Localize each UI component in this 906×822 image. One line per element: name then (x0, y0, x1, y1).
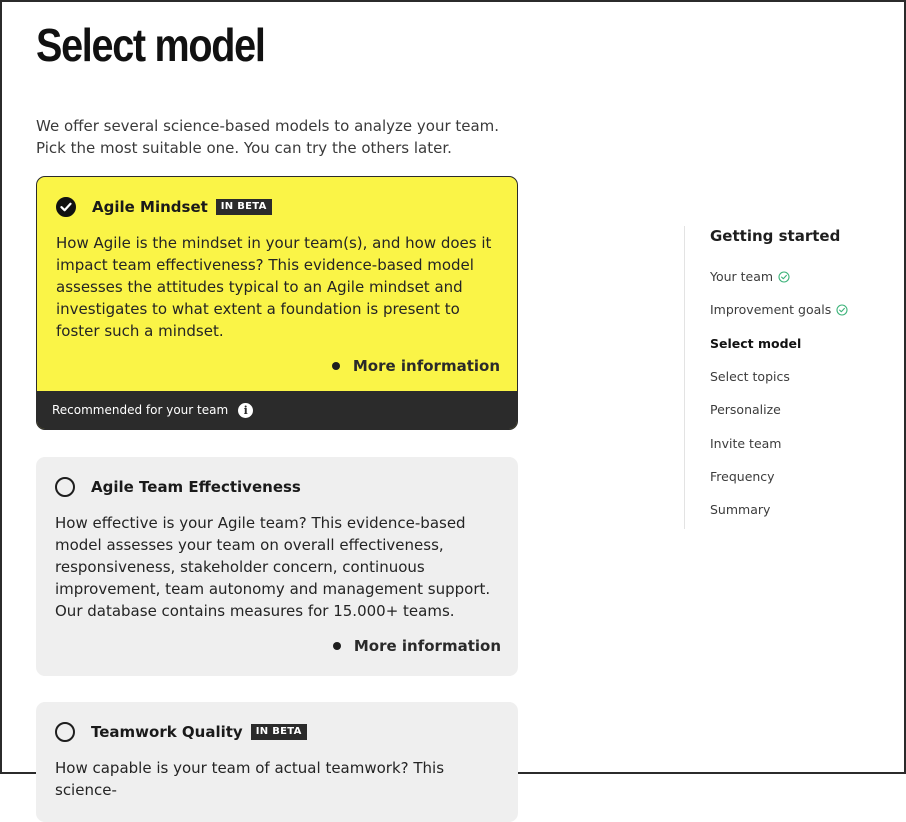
step-frequency[interactable] (710, 460, 900, 493)
page-title: Select model (36, 19, 265, 71)
step-label: Personalize (710, 402, 781, 418)
step-select-model[interactable] (710, 327, 900, 360)
recommendation-bar (37, 391, 517, 429)
step-label: Improvement goals (710, 302, 832, 318)
check-circle-icon (836, 304, 848, 316)
model-card-agile-team-effectiveness[interactable] (36, 457, 518, 676)
more-information-link[interactable] (55, 637, 501, 655)
model-description: How Agile is the mindset in your team(s), and how does it impact team effectiveness? This evidence-based model assesses the attitudes typical to an Agile mindset and investigates to what extent a foundation is present to foster such a mindset. (56, 234, 492, 340)
more-information-label: More information (353, 637, 501, 655)
model-title: Agile Mindset (92, 198, 208, 216)
radio-button[interactable] (55, 722, 75, 742)
bullet-icon (333, 642, 341, 650)
model-card-agile-mindset[interactable] (36, 176, 518, 430)
selected-radio[interactable] (56, 197, 76, 217)
step-personalize[interactable] (710, 393, 900, 426)
step-your-team[interactable] (710, 260, 900, 293)
beta-badge: IN BETA (251, 724, 307, 740)
more-information-link[interactable] (56, 357, 500, 375)
step-label: Summary (710, 502, 771, 518)
step-improvement-goals[interactable] (710, 293, 900, 326)
sidebar-title: Getting started (710, 227, 841, 245)
step-select-topics[interactable] (710, 360, 900, 393)
model-title: Agile Team Effectiveness (91, 478, 301, 496)
info-icon[interactable]: i (238, 403, 253, 418)
beta-badge: IN BETA (216, 199, 272, 215)
radio-button[interactable] (55, 477, 75, 497)
step-summary[interactable] (710, 493, 900, 526)
more-information-label: More information (352, 357, 500, 375)
bullet-icon (332, 362, 340, 370)
model-title: Teamwork Quality (91, 723, 243, 741)
step-label: Frequency (710, 468, 775, 484)
model-description: How capable is your team of actual teamwork? This science- (55, 759, 445, 799)
checkmark-icon (60, 202, 72, 212)
step-label: Invite team (710, 435, 782, 451)
recommendation-text: Recommended for your team (52, 403, 229, 417)
step-invite-team[interactable] (710, 426, 900, 459)
step-label: Select topics (710, 369, 790, 385)
model-description: How effective is your Agile team? This evidence-based model assesses your team on overall effectiveness, responsiveness, stakeholder concern, continuous improvement, team autonomy and management support. Our database contains measures for 15.000+ teams. (55, 514, 491, 620)
step-label: Your team (710, 269, 774, 285)
step-list (710, 260, 900, 526)
model-card-teamwork-quality[interactable] (36, 702, 518, 822)
getting-started-sidebar (684, 226, 900, 529)
check-circle-icon (778, 271, 790, 283)
step-label: Select model (710, 335, 802, 351)
page-intro: We offer several science-based models to analyze your team. Pick the most suitable one. You can try the others later. (36, 117, 500, 157)
